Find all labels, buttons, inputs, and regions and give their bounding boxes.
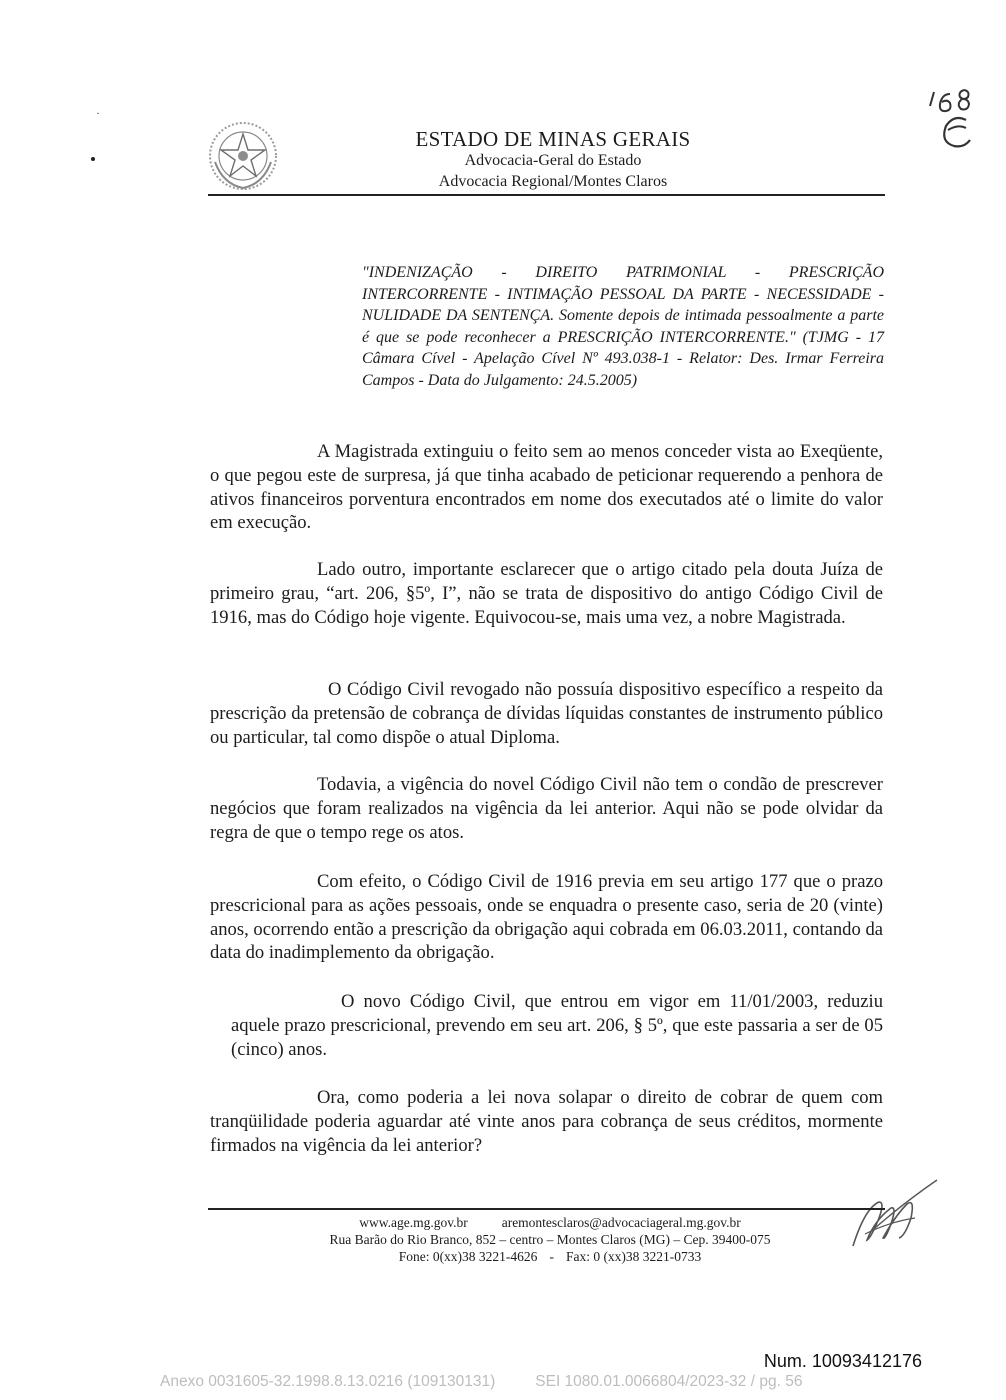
sei-stamp [160, 1373, 960, 1391]
header-title: ESTADO DE MINAS GERAIS [415, 127, 691, 151]
paragraph-4: Todavia, a vigência do novel Código Civil não tem o condão de prescrever negócios que foram realizados na vigência da lei anterior. Aqui não se pode olvidar da regra de que o tempo rege os atos. [210, 774, 883, 843]
paragraph-6: O novo Código Civil, que entrou em vigor em 11/01/2003, reduziu aquele prazo prescricional, prevendo em seu art. 206, § 5º, que este passaria a ser de 05 (cinco) anos. [231, 991, 883, 1060]
handwritten-page-number [920, 84, 982, 154]
footer-phone: Fone: 0(xx)38 3221-4626 [398, 1249, 538, 1264]
paragraph-1: A Magistrada extinguiu o feito sem ao menos conceder vista ao Exeqüente, o que pegou este de surpresa, já que tinha acabado de peticionar requerendo a penhora de ativos financeiros porventura encontrados em nome dos executados até o limite do valor em execução. [210, 441, 883, 534]
stray-dot [91, 157, 95, 161]
paragraph-7: Ora, como poderia a lei nova solapar o direito de cobrar de quem com tranqüilidade poderia aguardar até vinte anos para cobrança de seus créditos, mormente firmados na vigência da lei anterior? [210, 1087, 883, 1156]
paragraph-2: Lado outro, importante esclarecer que o artigo citado pela douta Juíza de primeiro grau, “art. 206, §5º, I”, não se trata de dispositivo do antigo Código Civil de 1916, mas do Código hoje vigente. Equivocou-se, mais uma vez, a nobre Magistrada. [210, 559, 883, 628]
stray-mark: · [96, 106, 100, 120]
stamp-sei: SEI 1080.01.0066804/2023-32 / pg. 56 [535, 1373, 803, 1390]
document-number: Num. 10093412176 [763, 1351, 922, 1371]
header-office: Advocacia Regional/Montes Claros [438, 173, 668, 190]
footer-website: www.age.mg.gov.br [359, 1215, 468, 1230]
stamp-annex: Anexo 0031605-32.1998.8.13.0216 (109130131) [160, 1373, 496, 1390]
footer-contact-web [240, 1214, 860, 1232]
footer-phones [240, 1248, 860, 1266]
paragraph-3: O Código Civil revogado não possuía dispositivo específico a respeito da prescrição da pretensão de cobrança de dívidas líquidas constantes de instrumento público ou particular, tal como dispõe o atual Diploma. [210, 679, 883, 748]
footer-address: Rua Barão do Rio Branco, 852 – centro – Montes Claros (MG) – Cep. 39400-075 [329, 1232, 771, 1247]
footer-fax: Fax: 0 (xx)38 3221-0733 [565, 1249, 702, 1264]
footer-separator: - [549, 1249, 554, 1264]
header-rule [208, 194, 885, 196]
footer-email: aremontesclaros@advocaciageral.mg.gov.br [501, 1215, 741, 1230]
footer-rule [208, 1208, 885, 1210]
state-seal-icon [203, 118, 283, 194]
header-subtitle: Advocacia-Geral do Estado [464, 152, 642, 169]
paragraph-5: Com efeito, o Código Civil de 1916 previa em seu artigo 177 que o prazo prescricional para as ações pessoais, onde se enquadra o presente caso, seria de 20 (vinte) anos, ocorrendo então a prescrição da obrigação aqui cobrada em 06.03.2011, contando da data do inadimplemento da obrigação. [210, 871, 883, 964]
case-law-citation: "INDENIZAÇÃO - DIREITO PATRIMONIAL - PRESCRIÇÃO INTERCORRENTE - INTIMAÇÃO PESSOAL DA PARTE - NECESSIDADE - NULIDADE DA SENTENÇA. Somente depois de intimada pessoalmente a parte é que se pode reconhecer a PRESCRIÇÃO INTERCORRENTE." (TJMG - 17 Câmara Cível - Apelação Cível Nº 493.038-1 - Relator: Des. Irmar Ferreira Campos - Data do Julgamento: 24.5.2005) [362, 264, 884, 389]
